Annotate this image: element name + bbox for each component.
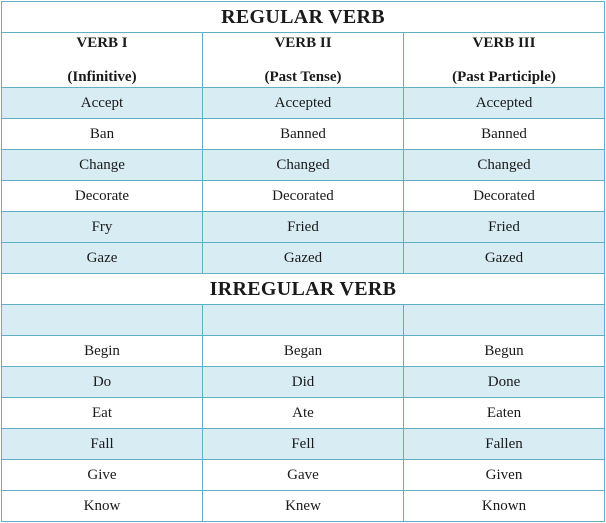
- verb-cell: Gazed: [203, 243, 404, 274]
- table-row: [2, 336, 605, 367]
- verb-cell: Decorate: [2, 181, 203, 212]
- irregular-title-row: [2, 274, 605, 305]
- verb-cell: Accepted: [404, 88, 605, 119]
- verb-cell: Eaten: [404, 398, 605, 429]
- verb-cell: Fell: [203, 429, 404, 460]
- column-header-name: VERB II: [274, 35, 332, 51]
- verb-table: [1, 1, 605, 522]
- column-header: [2, 33, 203, 88]
- table-row: [2, 243, 605, 274]
- verb-cell: Begin: [2, 336, 203, 367]
- verb-cell: Banned: [203, 119, 404, 150]
- verb-cell: [404, 305, 605, 336]
- verb-cell: Do: [2, 367, 203, 398]
- verb-cell: Gave: [203, 460, 404, 491]
- table-row: [2, 150, 605, 181]
- verb-cell: Fallen: [404, 429, 605, 460]
- verb-cell: Give: [2, 460, 203, 491]
- verb-cell: Know: [2, 491, 203, 522]
- column-header-sub: (Past Tense): [264, 69, 342, 85]
- table-row: [2, 398, 605, 429]
- verb-cell: Given: [404, 460, 605, 491]
- regular-verb-title: REGULAR VERB: [2, 2, 605, 33]
- verb-cell: Decorated: [203, 181, 404, 212]
- table-row: [2, 88, 605, 119]
- verb-cell: Banned: [404, 119, 605, 150]
- verb-cell: Changed: [404, 150, 605, 181]
- table-row: [2, 119, 605, 150]
- verb-cell: Fried: [203, 212, 404, 243]
- column-header: [404, 33, 605, 88]
- table-row: [2, 491, 605, 522]
- regular-title-row: [2, 2, 605, 33]
- verb-cell: Changed: [203, 150, 404, 181]
- verb-cell: Did: [203, 367, 404, 398]
- verb-cell: [2, 305, 203, 336]
- table-row: [2, 429, 605, 460]
- verb-cell: Fall: [2, 429, 203, 460]
- verb-cell: Fried: [404, 212, 605, 243]
- verb-cell: [203, 305, 404, 336]
- verb-cell: Decorated: [404, 181, 605, 212]
- verb-cell: Gazed: [404, 243, 605, 274]
- column-header-name: VERB III: [472, 35, 536, 51]
- table-row: [2, 181, 605, 212]
- verb-cell: Change: [2, 150, 203, 181]
- verb-cell: Ate: [203, 398, 404, 429]
- verb-cell: Knew: [203, 491, 404, 522]
- column-header-row: [2, 33, 605, 88]
- verb-cell: Fry: [2, 212, 203, 243]
- verb-cell: Accepted: [203, 88, 404, 119]
- column-header-name: VERB I: [76, 35, 128, 51]
- verb-cell: Accept: [2, 88, 203, 119]
- verb-cell: Begun: [404, 336, 605, 367]
- table-row: [2, 305, 605, 336]
- column-header: [203, 33, 404, 88]
- table-row: [2, 460, 605, 491]
- column-header-sub: (Infinitive): [67, 69, 137, 85]
- table-row: [2, 367, 605, 398]
- verb-cell: Gaze: [2, 243, 203, 274]
- irregular-verb-title: IRREGULAR VERB: [2, 274, 605, 305]
- verb-cell: Done: [404, 367, 605, 398]
- column-header-sub: (Past Participle): [452, 69, 556, 85]
- table-row: [2, 212, 605, 243]
- verb-cell: Eat: [2, 398, 203, 429]
- verb-cell: Began: [203, 336, 404, 367]
- verb-cell: Known: [404, 491, 605, 522]
- verb-cell: Ban: [2, 119, 203, 150]
